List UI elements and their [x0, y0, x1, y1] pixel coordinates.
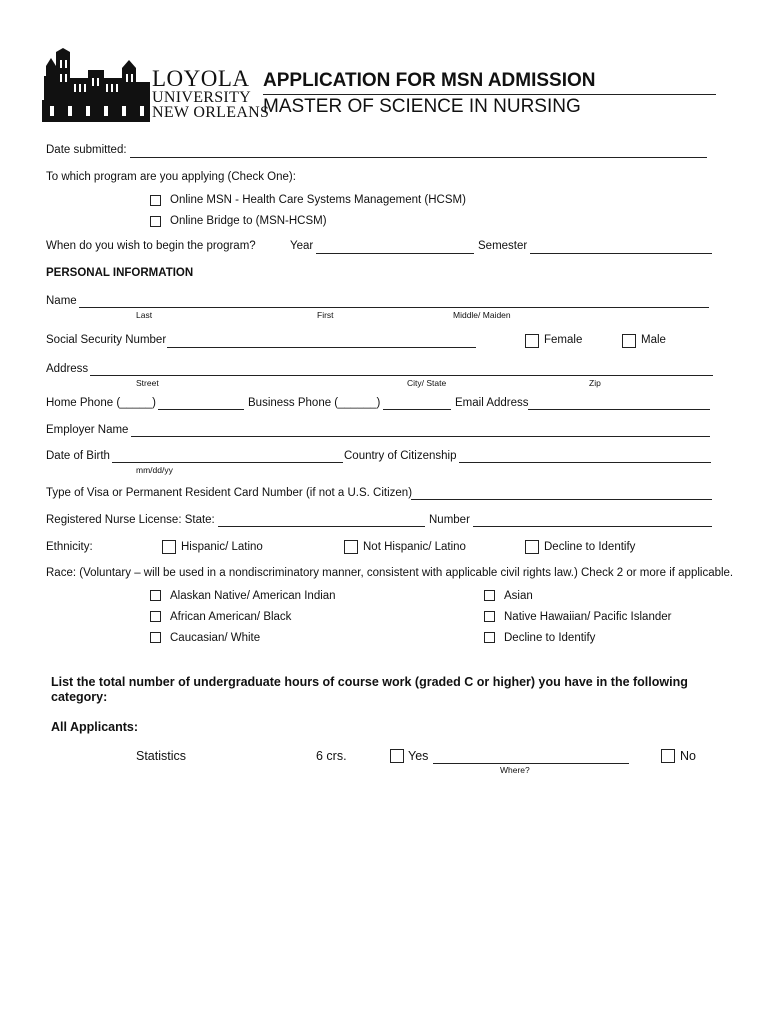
statistics-yes-checkbox[interactable] — [390, 749, 404, 763]
business-phone-field[interactable] — [383, 409, 451, 410]
race-alaskan-label: Alaskan Native/ American Indian — [170, 590, 336, 602]
name-sub-first: First — [317, 310, 334, 320]
race-decline-label: Decline to Identify — [504, 632, 596, 644]
statistics-no-checkbox[interactable] — [661, 749, 675, 763]
logo-text-new-orleans: NEW ORLEANS — [152, 104, 270, 121]
business-phone-label: Business Phone (______) — [248, 397, 381, 409]
year-field[interactable] — [316, 253, 474, 254]
home-phone-label: Home Phone (_____) — [46, 397, 156, 409]
program-bridge-label: Online Bridge to (MSN-HCSM) — [170, 215, 327, 227]
name-field[interactable] — [79, 307, 709, 308]
dob-format-hint: mm/dd/yy — [136, 465, 173, 475]
employer-label: Employer Name — [46, 424, 129, 436]
statistics-where-field[interactable] — [433, 763, 629, 764]
semester-label: Semester — [478, 240, 528, 252]
year-label: Year — [290, 240, 314, 252]
race-african-american-label: African American/ Black — [170, 611, 292, 623]
course-statistics-credits: 6 crs. — [316, 749, 347, 763]
race-decline-checkbox[interactable] — [484, 632, 495, 643]
visa-label: Type of Visa or Permanent Resident Card Number (if not a U.S. Citizen) — [46, 487, 413, 499]
ethnicity-hispanic-checkbox[interactable] — [162, 540, 176, 554]
race-caucasian-checkbox[interactable] — [150, 632, 161, 643]
ethnicity-label: Ethnicity: — [46, 541, 93, 553]
dob-field[interactable] — [112, 462, 343, 463]
form-title: APPLICATION FOR MSN ADMISSION — [263, 70, 596, 91]
rn-state-field[interactable] — [218, 526, 425, 527]
ethnicity-not-hispanic-checkbox[interactable] — [344, 540, 358, 554]
citizenship-label: Country of Citizenship — [344, 450, 457, 462]
race-african-american-checkbox[interactable] — [150, 611, 161, 622]
name-sub-last: Last — [136, 310, 153, 320]
semester-field[interactable] — [530, 253, 712, 254]
ethnicity-hispanic-label: Hispanic/ Latino — [181, 541, 263, 553]
name-sub-middle: Middle/ Maiden — [453, 310, 511, 320]
ethnicity-decline-label: Decline to Identify — [544, 541, 636, 553]
ethnicity-decline-checkbox[interactable] — [525, 540, 539, 554]
email-label: Email Address — [455, 397, 529, 409]
ethnicity-not-hispanic-label: Not Hispanic/ Latino — [363, 541, 466, 553]
rn-license-label: Registered Nurse License: State: — [46, 514, 215, 526]
statistics-where-hint: Where? — [500, 765, 530, 775]
statistics-no-label: No — [680, 749, 696, 763]
address-sub-city: City/ State — [407, 378, 447, 388]
rn-number-label: Number — [429, 514, 470, 526]
race-alaskan-checkbox[interactable] — [150, 590, 161, 601]
program-question: To which program are you applying (Check One): — [46, 171, 296, 183]
ssn-label: Social Security Number — [46, 334, 167, 346]
program-hcsm-checkbox[interactable] — [150, 195, 161, 206]
ssn-field[interactable] — [167, 347, 476, 348]
race-asian-checkbox[interactable] — [484, 590, 495, 601]
male-checkbox[interactable] — [622, 334, 636, 348]
program-bridge-checkbox[interactable] — [150, 216, 161, 227]
name-label: Name — [46, 295, 77, 307]
race-instructions: Race: (Voluntary – will be used in a nondiscriminatory manner, consistent with applicable civil rights law.) Check 2 or more if applicable. — [46, 567, 734, 579]
coursework-heading: List the total number of undergraduate hours of course work (graded C or higher) you have in the following category: — [51, 675, 688, 704]
visa-field[interactable] — [411, 499, 712, 500]
email-field[interactable] — [528, 409, 710, 410]
course-statistics-label: Statistics — [136, 749, 187, 763]
logo-text-university: UNIVERSITY — [152, 89, 251, 106]
personal-info-heading: PERSONAL INFORMATION — [46, 267, 194, 279]
race-asian-label: Asian — [504, 590, 533, 602]
address-sub-zip: Zip — [589, 378, 601, 388]
female-checkbox[interactable] — [525, 334, 539, 348]
logo-text-loyola: LOYOLA — [152, 66, 250, 91]
race-pacific-islander-label: Native Hawaiian/ Pacific Islander — [504, 611, 672, 623]
race-caucasian-label: Caucasian/ White — [170, 632, 261, 644]
female-label: Female — [544, 334, 583, 346]
address-label: Address — [46, 363, 89, 375]
rn-number-field[interactable] — [473, 526, 712, 527]
date-submitted-label: Date submitted: — [46, 144, 127, 156]
form-subtitle: MASTER OF SCIENCE IN NURSING — [263, 96, 581, 117]
dob-label: Date of Birth — [46, 450, 110, 462]
address-sub-street: Street — [136, 378, 159, 388]
all-applicants-heading: All Applicants: — [51, 720, 139, 734]
citizenship-field[interactable] — [459, 462, 711, 463]
address-field[interactable] — [90, 375, 713, 376]
race-pacific-islander-checkbox[interactable] — [484, 611, 495, 622]
date-submitted-field[interactable] — [130, 157, 707, 158]
home-phone-field[interactable] — [158, 409, 244, 410]
program-hcsm-label: Online MSN - Health Care Systems Management (HCSM) — [170, 194, 466, 206]
employer-field[interactable] — [131, 436, 710, 437]
begin-question: When do you wish to begin the program? — [46, 240, 256, 252]
male-label: Male — [641, 334, 666, 346]
statistics-yes-label: Yes — [408, 749, 429, 763]
building-icon — [42, 48, 150, 122]
title-divider — [263, 94, 716, 95]
